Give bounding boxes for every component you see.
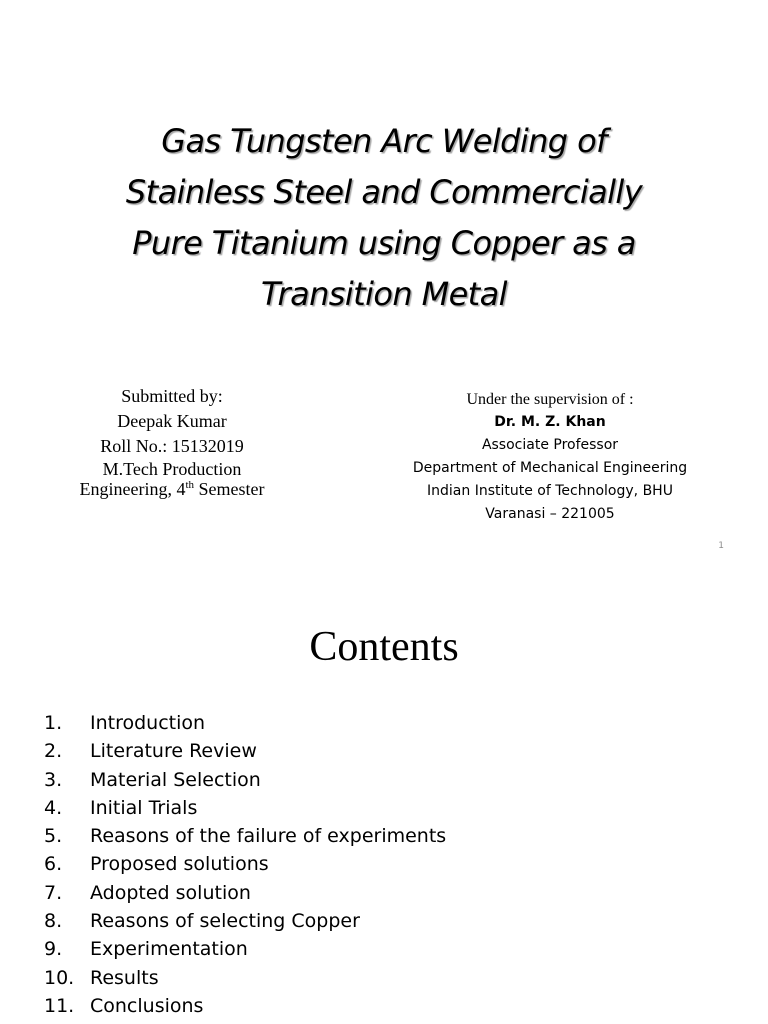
contents-list — [44, 709, 744, 1020]
item-label: Adopted solution — [90, 881, 251, 904]
item-number: 4. — [44, 796, 63, 819]
list-item — [44, 822, 744, 850]
list-item — [44, 766, 744, 794]
item-number: 11. — [44, 994, 75, 1017]
supervision-label: Under the supervision of : — [466, 391, 634, 408]
contents-title: Contents — [309, 624, 459, 670]
item-label: Experimentation — [90, 938, 248, 961]
item-number: 10. — [44, 966, 75, 989]
program-cont-suffix: Semester — [194, 479, 265, 499]
list-item — [44, 964, 744, 992]
item-label: Initial Trials — [90, 796, 198, 819]
item-label: Reasons of selecting Copper — [90, 910, 360, 933]
list-item — [44, 992, 744, 1020]
program-semester — [52, 479, 292, 499]
student-name: Deepak Kumar — [117, 411, 227, 431]
item-number: 8. — [44, 910, 63, 933]
slide-2 — [0, 572, 768, 1024]
item-number: 3. — [44, 768, 63, 791]
title-line-2: Stainless Steel and Commercially — [125, 173, 643, 211]
supervisor-name: Dr. M. Z. Khan — [494, 414, 606, 430]
program-cont-prefix: Engineering, 4 — [79, 479, 186, 499]
item-number: 2. — [44, 740, 63, 763]
page-number: 1 — [718, 541, 724, 551]
list-item — [44, 850, 744, 878]
supervisor-institute: Indian Institute of Technology, BHU — [427, 483, 673, 499]
supervisor-department: Department of Mechanical Engineering — [412, 460, 688, 476]
item-number: 9. — [44, 938, 63, 961]
presentation-title — [60, 116, 708, 320]
title-line-3: Pure Titanium using Copper as a — [132, 224, 636, 262]
supervisor-designation: Associate Professor — [481, 437, 619, 453]
list-item — [44, 907, 744, 935]
item-label: Material Selection — [90, 768, 261, 791]
item-label: Results — [90, 966, 159, 989]
submitted-by-block — [52, 384, 292, 499]
item-label: Reasons of the failure of experiments — [90, 825, 447, 848]
item-label: Literature Review — [90, 740, 257, 763]
list-item — [44, 709, 744, 737]
list-item — [44, 935, 744, 963]
item-label: Proposed solutions — [90, 853, 269, 876]
semester-superscript: th — [185, 479, 195, 491]
roll-number: Roll No.: 15132019 — [100, 436, 244, 456]
item-number: 1. — [44, 712, 63, 734]
submitted-by-label: Submitted by: — [121, 386, 223, 406]
list-item — [44, 794, 744, 822]
program: M.Tech Production — [102, 459, 242, 479]
supervision-block — [380, 389, 720, 526]
title-line-1: Gas Tungsten Arc Welding of — [161, 122, 607, 160]
item-number: 5. — [44, 825, 63, 848]
item-label: Conclusions — [90, 994, 204, 1017]
item-number: 7. — [44, 881, 63, 904]
item-number: 6. — [44, 853, 63, 876]
item-label: Introduction — [90, 712, 206, 734]
supervisor-city: Varanasi – 221005 — [485, 506, 615, 522]
list-item — [44, 737, 744, 765]
title-line-4: Transition Metal — [261, 275, 507, 313]
list-item — [44, 879, 744, 907]
